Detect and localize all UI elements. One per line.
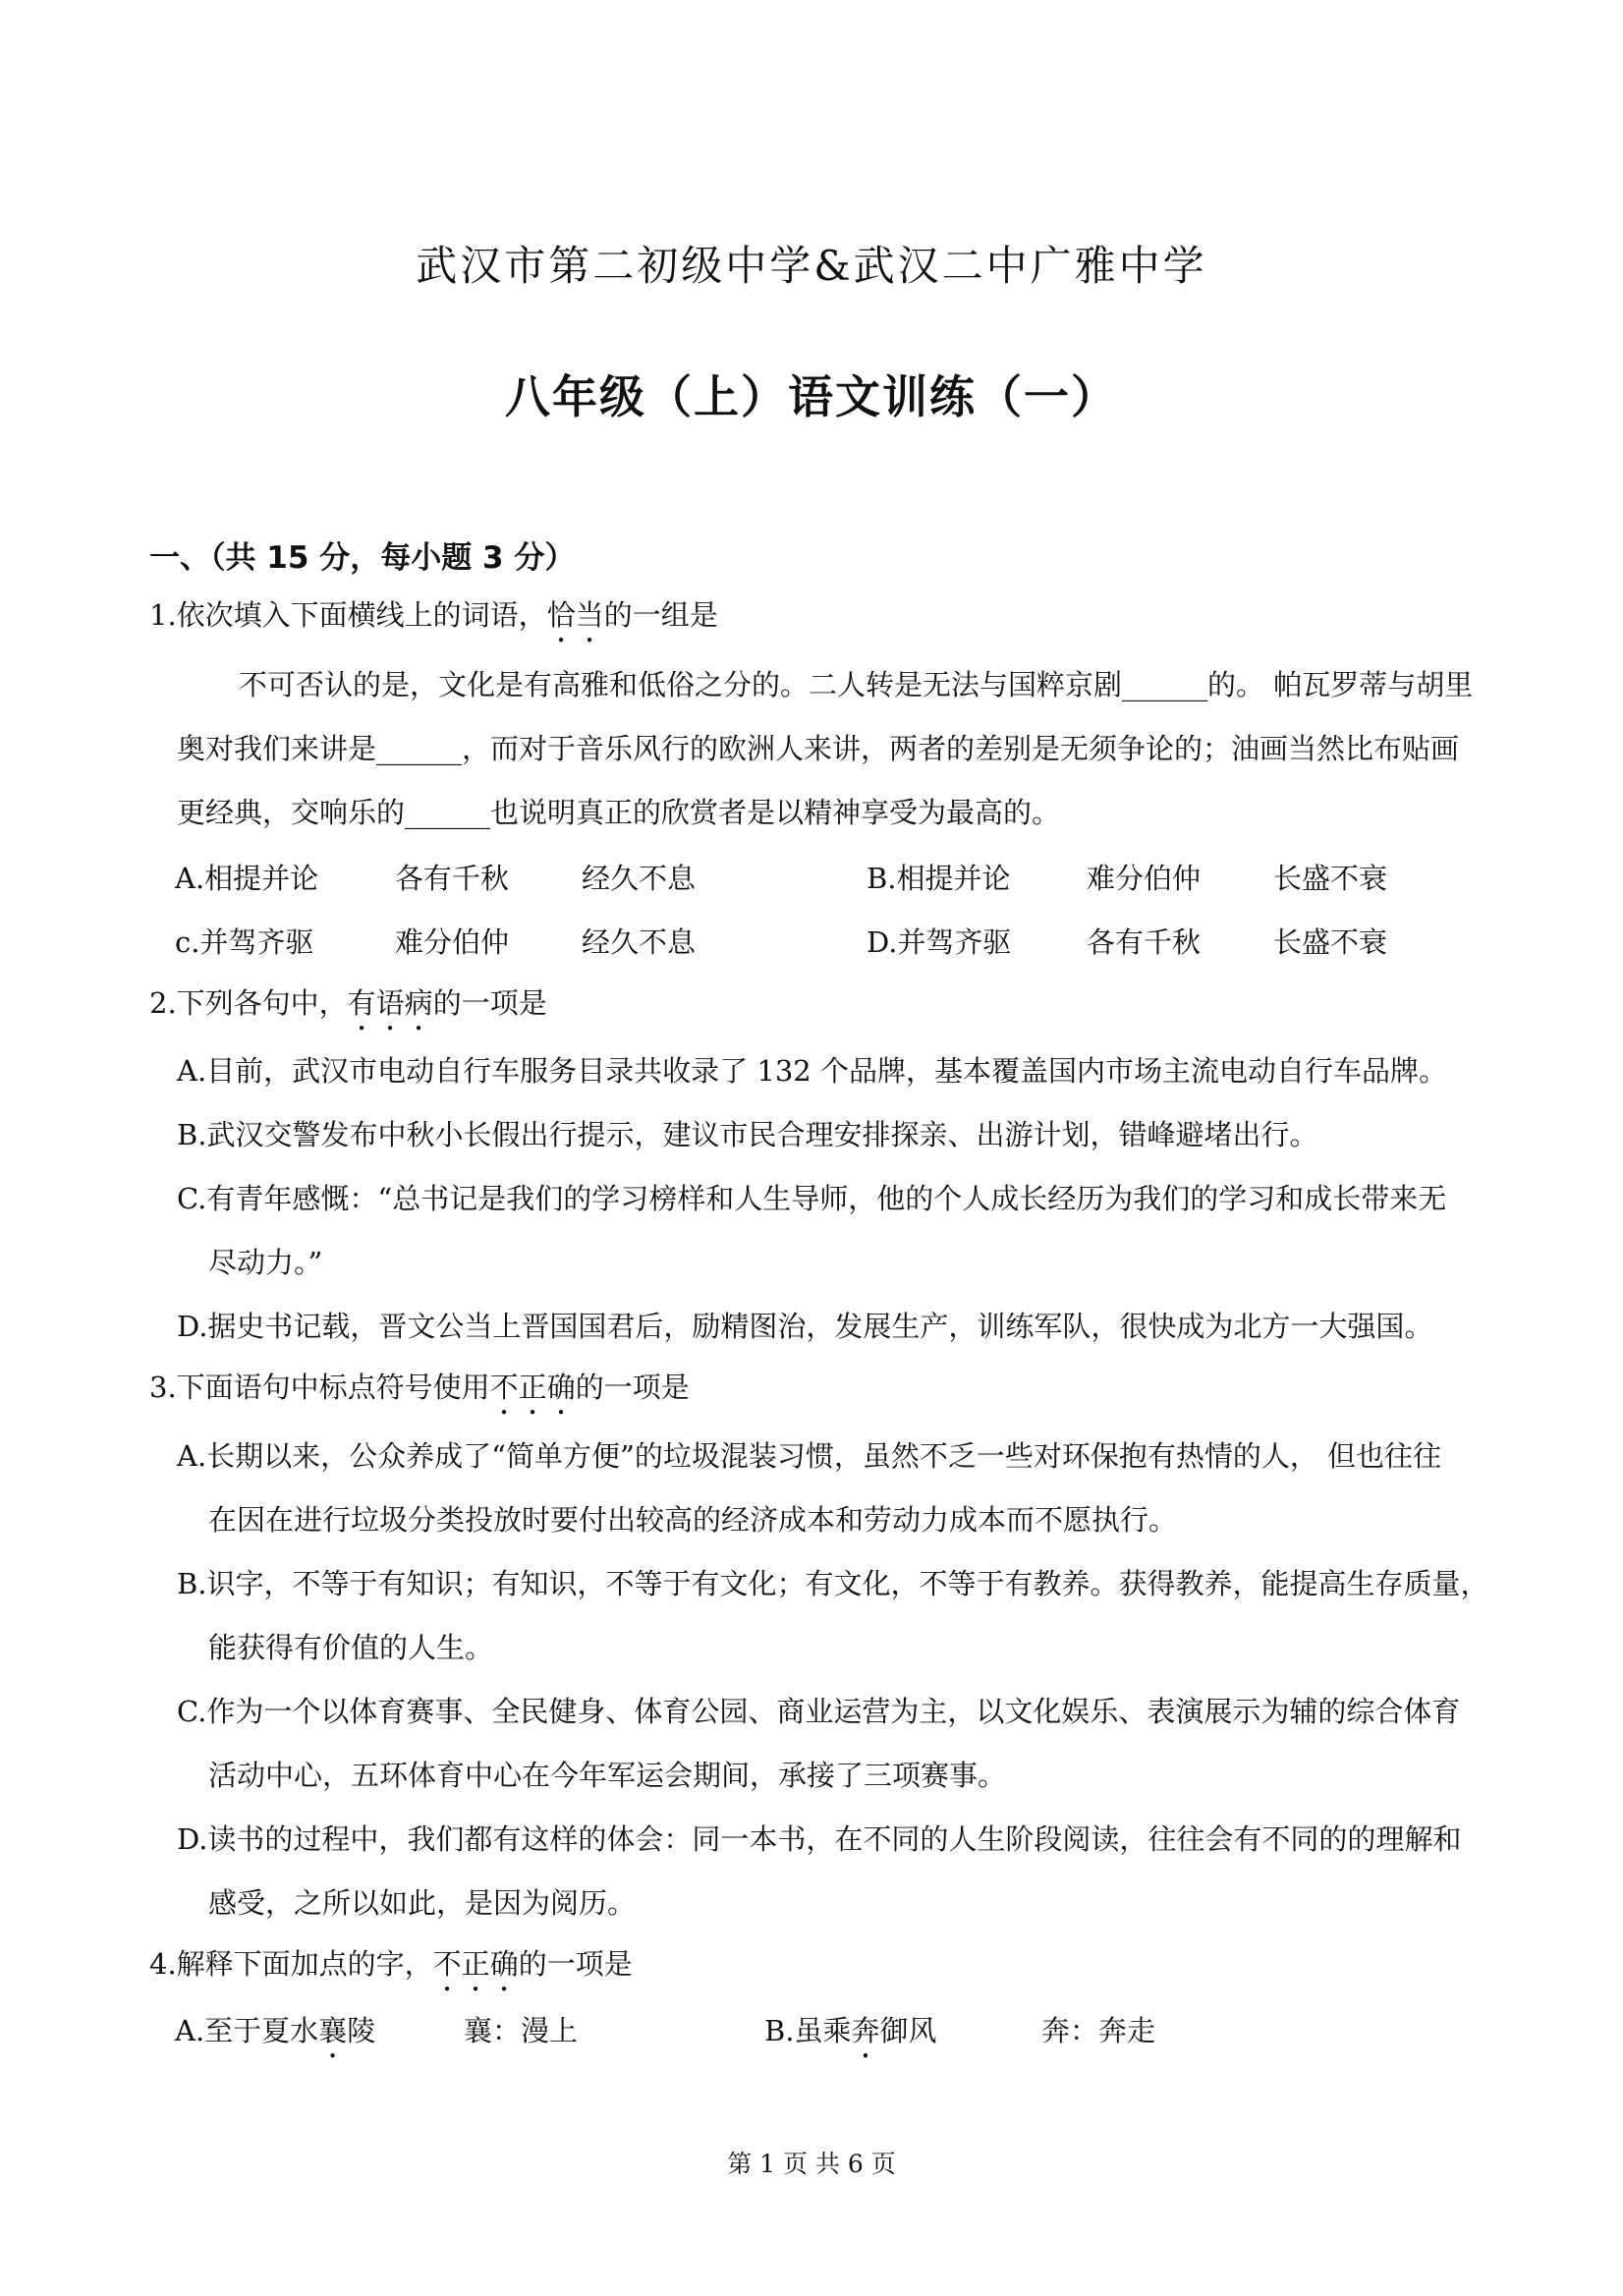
emphasis-mark: 有语病 (347, 986, 433, 1020)
question-3-stem: 3.下面语句中标点符号使用不正确的一项是 (149, 1371, 690, 1404)
school-name: 武汉市第二初级中学&武汉二中广雅中学 (416, 242, 1207, 290)
question-3-option-d-cont: 感受，之所以如此，是因为阅历。 (208, 1886, 637, 1920)
question-4-option-a-definition: 襄：漫上 (464, 2014, 579, 2047)
option-b-word-2: 难分伯仲 (1087, 862, 1202, 895)
page-number: 第 1 页 共 6 页 (727, 2150, 896, 2178)
question-4-option-a: A.至于夏水襄陵 (175, 2014, 376, 2047)
question-2-option-c-cont: 尽动力。” (208, 1246, 323, 1279)
page-title: 八年级（上）语文训练（一） (505, 370, 1118, 423)
question-1-passage-line: 奥对我们来讲是______，而对于音乐风行的欧洲人来讲，两者的差别是无须争论的；油画当然比布贴画 (177, 732, 1460, 765)
option-d-word-3: 长盛不衰 (1273, 925, 1388, 959)
question-3-option-a: A.长期以来，公众养成了“简单方便”的垃圾混装习惯，虽然不乏一些对环保抱有热情的人， 但也往往 (177, 1439, 1442, 1473)
option-c-word-3: 经久不息 (582, 925, 697, 959)
section-heading: 一、（共 15 分，每小题 3 分） (149, 540, 576, 576)
question-3-option-b-cont: 能获得有价值的人生。 (208, 1631, 494, 1664)
question-2-option-b: B.武汉交警发布中秋小长假出行提示，建议市民合理安排探亲、出游计划，错峰避堵出行。 (177, 1118, 1318, 1151)
option-a-word-3: 经久不息 (582, 862, 697, 895)
emphasis-mark: 奔 (851, 2014, 880, 2047)
question-4-option-b: B.虽乘奔御风 (764, 2014, 937, 2047)
question-2-option-d: D.据史书记载，晋文公当上晋国国君后，励精图治，发展生产，训练军队，很快成为北方一大强国。 (177, 1310, 1433, 1343)
question-4-stem: 4.解释下面加点的字，不正确的一项是 (149, 1947, 633, 1981)
option-b-word-1: B.相提并论 (867, 862, 1011, 895)
question-2-option-c: C.有青年感慨：“总书记是我们的学习榜样和人生导师，他的个人成长经历为我们的学习和成长带来无 (177, 1182, 1447, 1215)
option-a-word-1: A.相提并论 (175, 862, 319, 895)
question-3-option-a-cont: 在因在进行垃圾分类投放时要付出较高的经济成本和劳动力成本而不愿执行。 (208, 1503, 1178, 1537)
option-d-word-2: 各有千秋 (1087, 925, 1202, 959)
question-3-option-c: C.作为一个以体育赛事、全民健身、体育公园、商业运营为主，以文化娱乐、表演展示为辅的综合体育 (177, 1695, 1461, 1728)
question-1-passage-line: 更经典，交响乐的______也说明真正的欣赏者是以精神享受为最高的。 (177, 796, 1061, 829)
question-3-option-b: B.识字，不等于有知识；有知识，不等于有文化；有文化，不等于有教养。获得教养，能提高生存质量， (177, 1567, 1489, 1600)
question-1-stem: 1.依次填入下面横线上的词语，恰当的一组是 (149, 598, 718, 632)
emphasis-mark: 恰当 (546, 598, 604, 632)
question-3-option-d: D.读书的过程中，我们都有这样的体会：同一本书，在不同的人生阶段阅读，往往会有不同的的理解和 (177, 1822, 1462, 1856)
option-b-word-3: 长盛不衰 (1273, 862, 1388, 895)
emphasis-mark: 不正确 (489, 1371, 576, 1404)
question-4-option-b-definition: 奔：奔走 (1041, 2014, 1156, 2047)
emphasis-mark: 不正确 (432, 1947, 519, 1981)
option-c-word-1: c.并驾齐驱 (175, 925, 314, 959)
option-c-word-2: 难分伯仲 (395, 925, 510, 959)
option-d-word-1: D.并驾齐驱 (867, 925, 1012, 959)
question-2-stem: 2.下列各句中，有语病的一项是 (149, 986, 547, 1020)
question-3-option-c-cont: 活动中心，五环体育中心在今年军运会期间，承接了三项赛事。 (208, 1759, 1007, 1792)
option-a-word-2: 各有千秋 (395, 862, 510, 895)
question-1-passage-line: 不可否认的是，文化是有高雅和低俗之分的。二人转是无法与国粹京剧______的。 帕瓦罗蒂与胡里 (239, 668, 1474, 701)
emphasis-mark: 襄 (318, 2014, 348, 2047)
question-2-option-a: A.目前，武汉市电动自行车服务目录共收录了 132 个品牌，基本覆盖国内市场主流电动自行车品牌。 (177, 1054, 1447, 1088)
